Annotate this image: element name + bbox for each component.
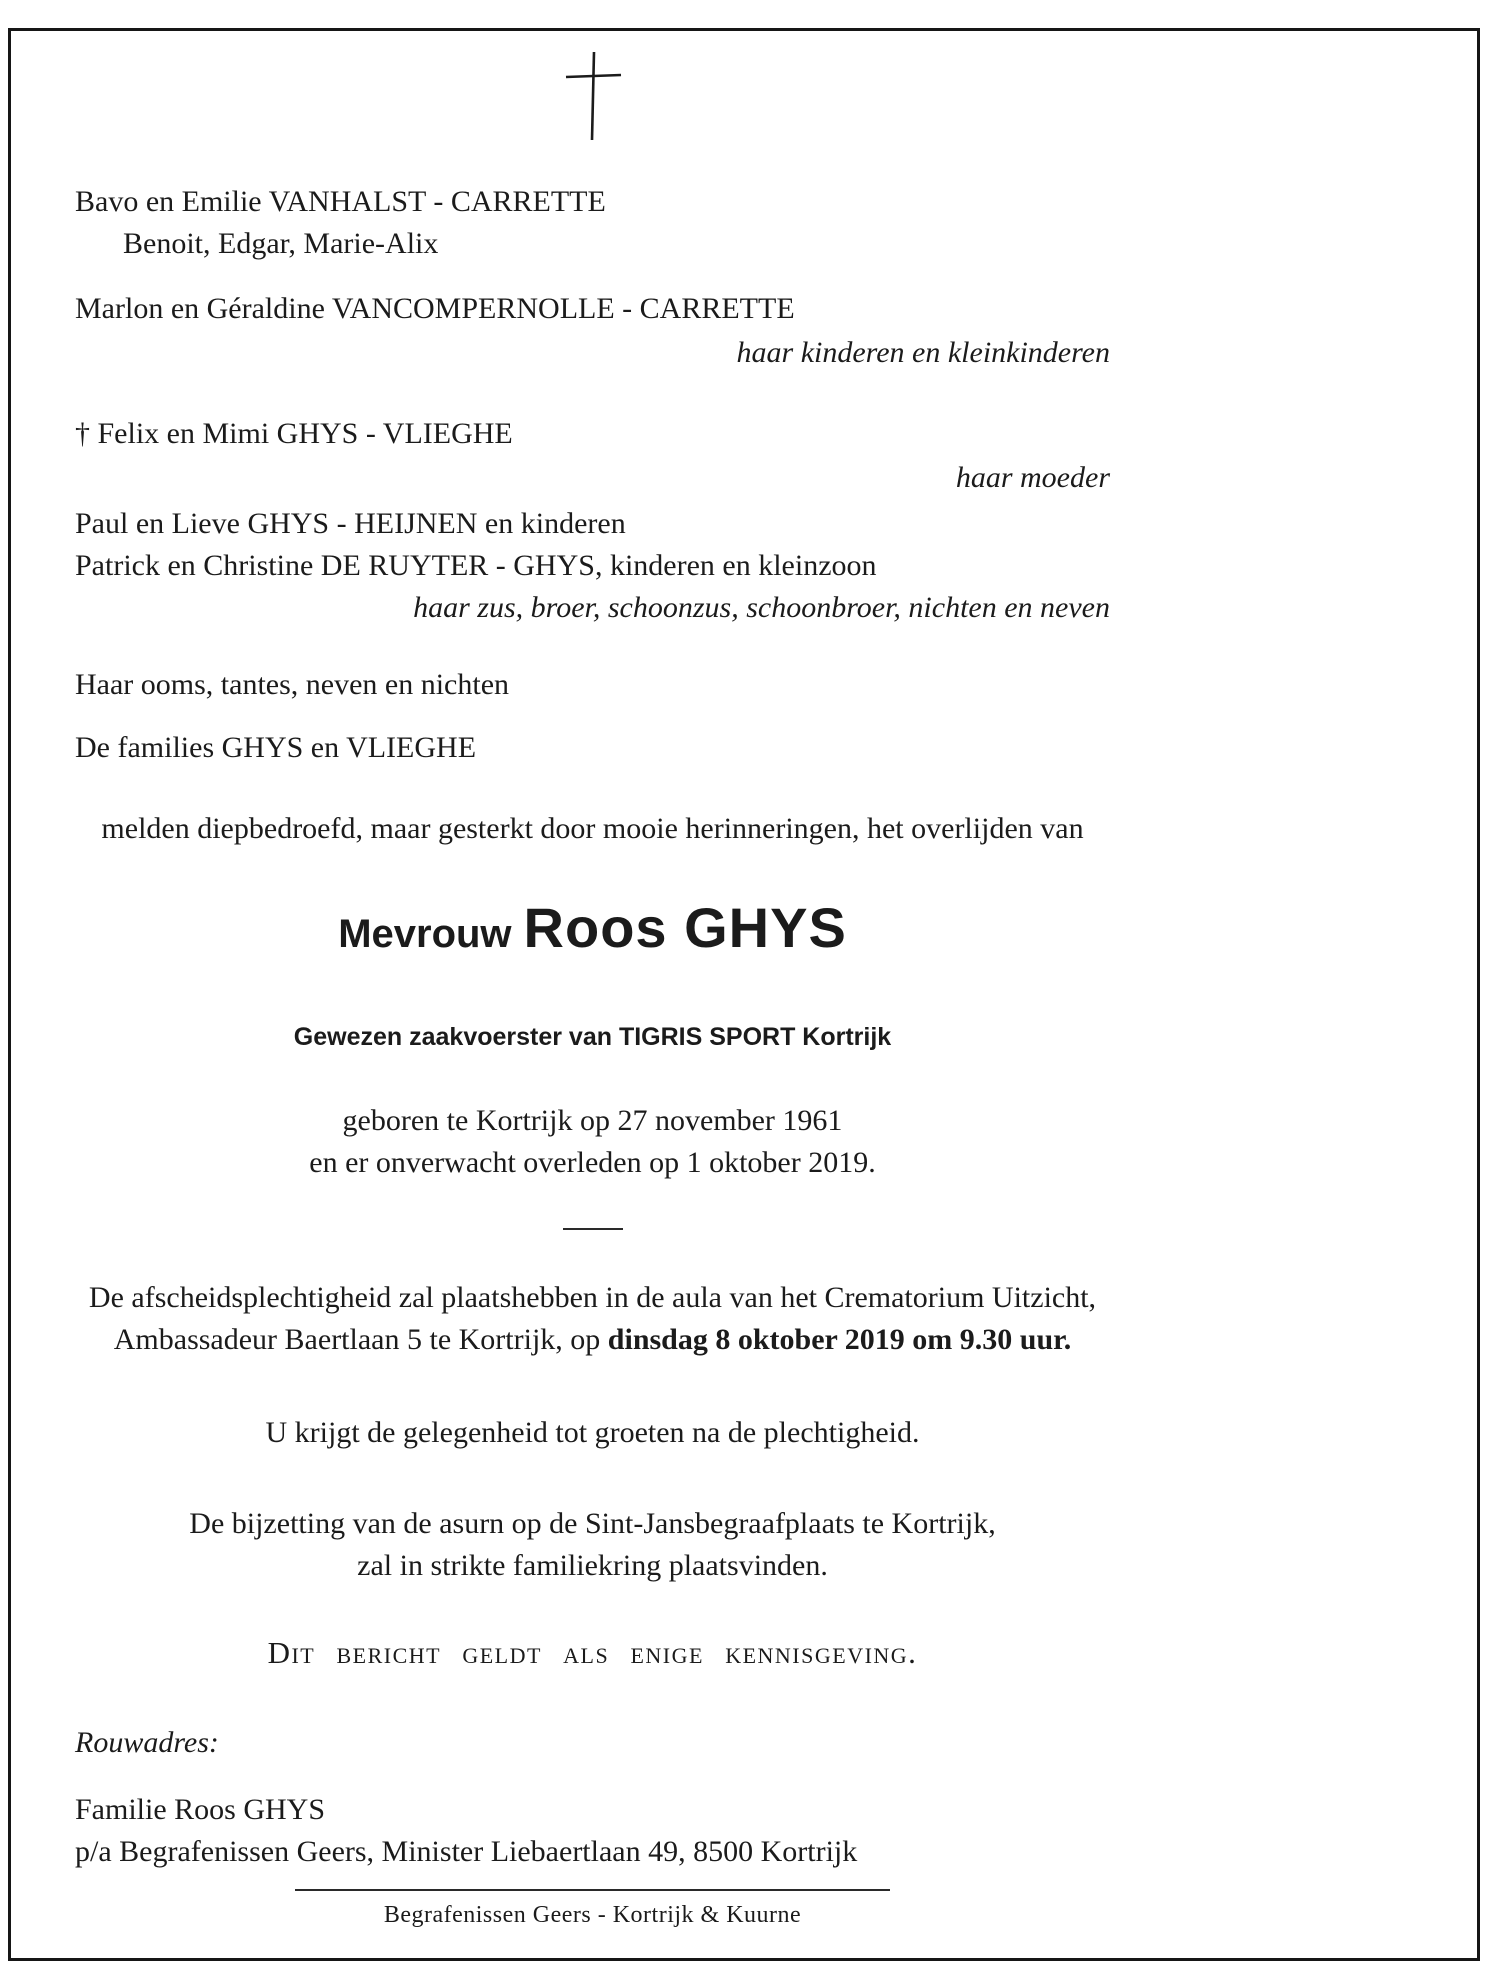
deceased-name: Roos GHYS — [523, 896, 847, 959]
footer-rule — [295, 1889, 890, 1891]
separator-rule — [563, 1228, 623, 1230]
obituary-content — [75, 0, 1110, 1931]
birth-line: geboren te Kortrijk op 27 november 1961 — [342, 1104, 843, 1137]
latin-cross-icon — [558, 50, 628, 142]
mourning-address-label: Rouwadres: — [75, 1726, 219, 1759]
announcement-line: melden diepbedroefd, maar gesterkt door mooie herinneringen, het overlijden van — [101, 812, 1084, 845]
ceremony-line-2 — [75, 1320, 1110, 1359]
ceremony-location: Ambassadeur Baertlaan 5 te Kortrijk, op — [113, 1323, 608, 1356]
funeral-home-footer: Begrafenissen Geers - Kortrijk & Kuurne — [383, 1902, 802, 1928]
notice-only-line: Dit bericht geldt als enige kennisgeving. — [267, 1635, 918, 1670]
mourning-address-line-1: Familie Roos GHYS — [75, 1793, 326, 1826]
relatives-line-5: Paul en Lieve GHYS - HEIJNEN en kinderen — [75, 507, 626, 540]
relatives-line-2: Benoit, Edgar, Marie-Alix — [123, 227, 439, 260]
ceremony-datetime: dinsdag 8 oktober 2019 om 9.30 uur. — [607, 1323, 1072, 1356]
greeting-line: U krijgt de gelegenheid tot groeten na de plechtigheid. — [265, 1416, 920, 1449]
deceased-name-line — [75, 896, 1110, 975]
relatives-line-1: Bavo en Emilie VANHALST - CARRETTE — [75, 185, 606, 218]
relation-label-mother: haar moeder — [955, 461, 1110, 494]
burial-line-1: De bijzetting van de asurn op de Sint-Jansbegraafplaats te Kortrijk, — [189, 1507, 996, 1540]
ceremony-line-1: De afscheidsplechtigheid zal plaatshebben in de aula van het Crematorium Uitzicht, — [88, 1281, 1097, 1314]
deceased-subtitle: Gewezen zaakvoerster van TIGRIS SPORT Kortrijk — [293, 1023, 892, 1051]
relatives-line-7: Haar ooms, tantes, neven en nichten — [75, 668, 510, 701]
relation-label-children: haar kinderen en kleinkinderen — [736, 336, 1110, 369]
deceased-title-prefix: Mevrouw — [338, 912, 512, 956]
relatives-line-8: De families GHYS en VLIEGHE — [75, 731, 477, 764]
death-line: en er onverwacht overleden op 1 oktober 2019. — [309, 1146, 876, 1179]
relatives-line-3: Marlon en Géraldine VANCOMPERNOLLE - CARRETTE — [75, 292, 795, 325]
relation-label-siblings: haar zus, broer, schoonzus, schoonbroer, nichten en neven — [413, 591, 1110, 624]
relatives-line-6: Patrick en Christine DE RUYTER - GHYS, kinderen en kleinzoon — [75, 549, 877, 582]
mourning-address-line-2: p/a Begrafenissen Geers, Minister Liebaertlaan 49, 8500 Kortrijk — [75, 1835, 858, 1868]
relatives-line-4: † Felix en Mimi GHYS - VLIEGHE — [75, 417, 513, 450]
burial-line-2: zal in strikte familiekring plaatsvinden. — [357, 1549, 828, 1582]
